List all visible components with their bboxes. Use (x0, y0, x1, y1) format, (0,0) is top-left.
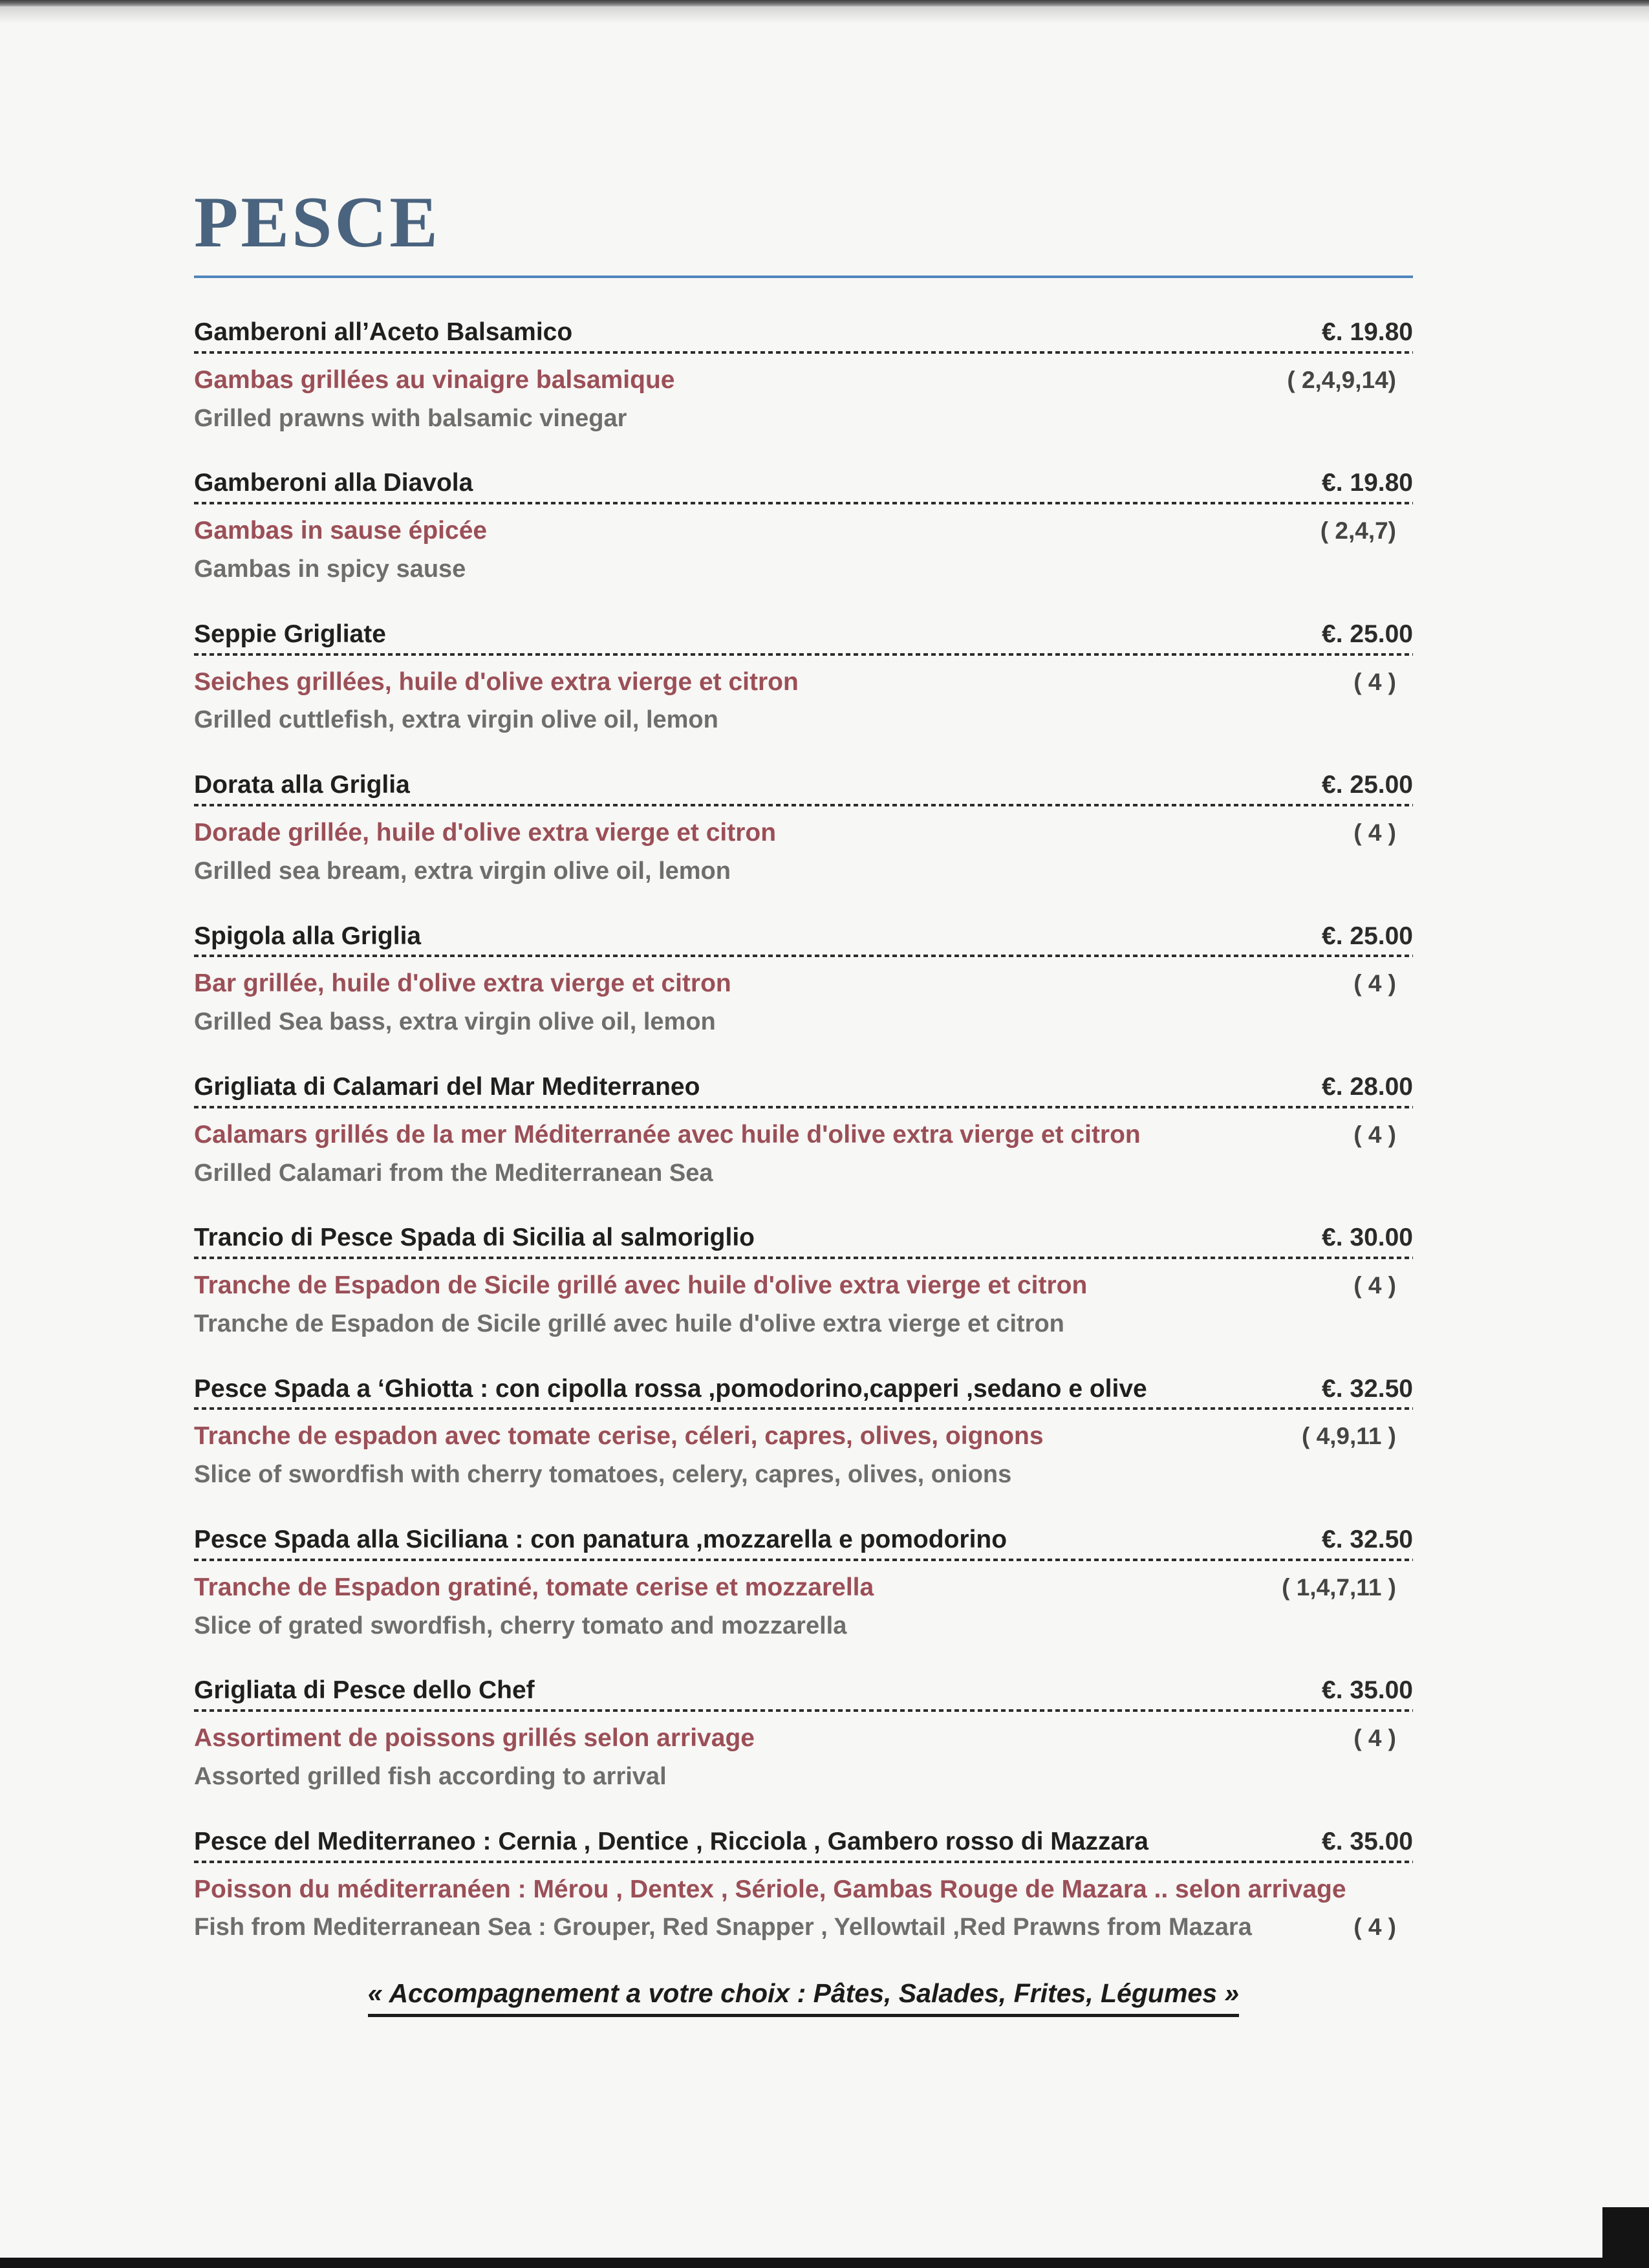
footer-note: « Accompagnement a votre choix : Pâtes, Salades, Frites, Légumes » (368, 1978, 1239, 2017)
dish-heading-row (194, 1676, 1413, 1712)
dish-name-french: Gambas grillées au vinaigre balsamique (194, 365, 675, 394)
dish-french-row (194, 517, 1413, 546)
dish-name-english: Grilled cuttlefish, extra virgin olive oil, lemon (194, 706, 718, 734)
dish-name-italian: Seppie Grigliate (194, 620, 386, 648)
dish-heading-row (194, 1526, 1413, 1561)
dish-english-row (194, 1008, 1413, 1037)
dish-name-italian: Pesce del Mediterraneo : Cernia , Dentice , Ricciola , Gambero rosso di Mazzara (194, 1827, 1149, 1855)
dish-english-row (194, 1612, 1413, 1641)
dish-name-french: Seiches grillées, huile d'olive extra vierge et citron (194, 667, 799, 696)
dish-name-english: Tranche de Espadon de Sicile grillé avec huile d'olive extra vierge et citron (194, 1310, 1064, 1337)
scan-edge-bottom (0, 2258, 1649, 2268)
dish-name-english: Slice of swordfish with cherry tomatoes, celery, capres, olives, onions (194, 1461, 1012, 1489)
dish-french-row (194, 1422, 1413, 1451)
allergen-codes: ( 4 ) (1353, 819, 1396, 846)
footer (194, 1978, 1413, 2017)
dish-name-french: Dorade grillée, huile d'olive extra vierge et citron (194, 818, 777, 847)
dish-heading-row (194, 1073, 1413, 1108)
allergen-codes: ( 4 ) (1353, 1272, 1396, 1299)
allergen-codes: ( 4,9,11 ) (1301, 1423, 1396, 1450)
dish-french-row (194, 969, 1413, 999)
dish-name-italian: Grigliata di Pesce dello Chef (194, 1676, 535, 1705)
menu-item (194, 1224, 1413, 1338)
dish-name-english: Assorted grilled fish according to arrival (194, 1763, 667, 1791)
dish-heading-row (194, 620, 1413, 656)
dish-price: €. 30.00 (1322, 1224, 1413, 1252)
dish-french-row (194, 1724, 1413, 1753)
dish-price: €. 35.00 (1322, 1676, 1413, 1705)
dish-heading-row (194, 1224, 1413, 1259)
dish-english-row (194, 405, 1413, 433)
dish-english-row (194, 1914, 1413, 1942)
dish-english-row (194, 706, 1413, 735)
title-rule (194, 275, 1413, 278)
dish-heading-row (194, 771, 1413, 806)
dish-french-row (194, 668, 1413, 697)
dish-name-french: Tranche de Espadon gratiné, tomate cerise et mozzarella (194, 1573, 874, 1601)
dish-price: €. 25.00 (1322, 620, 1413, 648)
dish-name-french: Tranche de Espadon de Sicile grillé avec huile d'olive extra vierge et citron (194, 1271, 1088, 1300)
menu-item (194, 922, 1413, 1037)
menu-item (194, 620, 1413, 735)
dish-price: €. 25.00 (1322, 771, 1413, 799)
menu-item (194, 1526, 1413, 1640)
dish-price: €. 32.50 (1322, 1526, 1413, 1553)
dish-name-italian: Spigola alla Griglia (194, 922, 422, 950)
dish-heading-row (194, 1828, 1413, 1863)
dish-name-english: Grilled sea bream, extra virgin olive oil, lemon (194, 857, 731, 885)
allergen-codes: ( 4 ) (1353, 970, 1396, 997)
dish-name-english: Grilled Calamari from the Mediterranean Sea (194, 1159, 713, 1187)
allergen-codes: ( 4 ) (1353, 1121, 1396, 1148)
dish-english-row (194, 1763, 1413, 1791)
dish-name-french: Calamars grillés de la mer Méditerranée avec huile d'olive extra vierge et citron (194, 1120, 1141, 1149)
menu-item (194, 1375, 1413, 1489)
menu-item (194, 469, 1413, 583)
dish-name-french: Gambas in sause épicée (194, 517, 488, 545)
dish-heading-row (194, 469, 1413, 504)
dish-name-english: Gambas in spicy sause (194, 556, 466, 583)
dish-price: €. 35.00 (1322, 1827, 1413, 1855)
dish-name-english: Fish from Mediterranean Sea : Grouper, Red Snapper , Yellowtail ,Red Prawns from Mazara (194, 1914, 1252, 1941)
dish-price: €. 32.50 (1322, 1374, 1413, 1403)
allergen-codes: ( 4 ) (1353, 668, 1396, 695)
menu-items (194, 318, 1413, 1942)
dish-name-french: Bar grillée, huile d'olive extra vierge et citron (194, 969, 731, 998)
dish-name-italian: Pesce Spada alla Siciliana : con panatura ,mozzarella e pomodorino (194, 1526, 1008, 1553)
dish-english-row (194, 1160, 1413, 1188)
dish-heading-row (194, 922, 1413, 958)
dish-french-row (194, 819, 1413, 848)
allergen-codes: ( 4 ) (1353, 1914, 1396, 1941)
dish-price: €. 19.80 (1322, 469, 1413, 497)
dish-name-english: Grilled prawns with balsamic vinegar (194, 404, 627, 432)
dish-heading-row (194, 1375, 1413, 1410)
allergen-codes: ( 1,4,7,11 ) (1282, 1573, 1396, 1601)
dish-french-row (194, 366, 1413, 395)
menu-item (194, 771, 1413, 885)
dish-french-row (194, 1875, 1413, 1905)
dish-price: €. 28.00 (1322, 1072, 1413, 1101)
dish-french-row (194, 1271, 1413, 1301)
menu-item (194, 318, 1413, 433)
dish-name-english: Grilled Sea bass, extra virgin olive oil, lemon (194, 1008, 716, 1036)
dish-name-italian: Gamberoni all’Aceto Balsamico (194, 318, 573, 346)
dish-name-italian: Trancio di Pesce Spada di Sicilia al salmoriglio (194, 1224, 755, 1252)
dish-name-italian: Gamberoni alla Diavola (194, 469, 473, 497)
dish-name-french: Assortiment de poissons grillés selon arrivage (194, 1724, 755, 1753)
dish-name-italian: Grigliata di Calamari del Mar Mediterraneo (194, 1072, 700, 1101)
menu-item (194, 1676, 1413, 1791)
dish-french-row (194, 1121, 1413, 1150)
dish-name-english: Slice of grated swordfish, cherry tomato and mozzarella (194, 1612, 847, 1639)
dish-price: €. 19.80 (1322, 318, 1413, 346)
dish-name-italian: Pesce Spada a ‘Ghiotta : con cipolla rossa ,pomodorino,capperi ,sedano e olive (194, 1374, 1147, 1403)
dish-english-row (194, 1310, 1413, 1339)
dish-french-row (194, 1573, 1413, 1603)
allergen-codes: ( 2,4,9,14) (1287, 366, 1396, 393)
menu-item (194, 1828, 1413, 1942)
scan-edge-corner (1602, 2207, 1649, 2268)
menu-item (194, 1073, 1413, 1187)
dish-name-italian: Dorata alla Griglia (194, 771, 410, 799)
dish-name-french: Poisson du méditerranéen : Mérou , Dentex , Sériole, Gambas Rouge de Mazara .. selon arrivage (194, 1875, 1346, 1903)
dish-english-row (194, 1461, 1413, 1489)
allergen-codes: ( 2,4,7) (1320, 517, 1396, 545)
dish-price: €. 25.00 (1322, 922, 1413, 950)
dish-name-french: Tranche de espadon avec tomate cerise, céleri, capres, olives, oignons (194, 1422, 1044, 1451)
dish-english-row (194, 858, 1413, 886)
page-title: PESCE (194, 182, 440, 263)
dish-english-row (194, 556, 1413, 584)
allergen-codes: ( 4 ) (1353, 1725, 1396, 1752)
dish-heading-row (194, 318, 1413, 354)
